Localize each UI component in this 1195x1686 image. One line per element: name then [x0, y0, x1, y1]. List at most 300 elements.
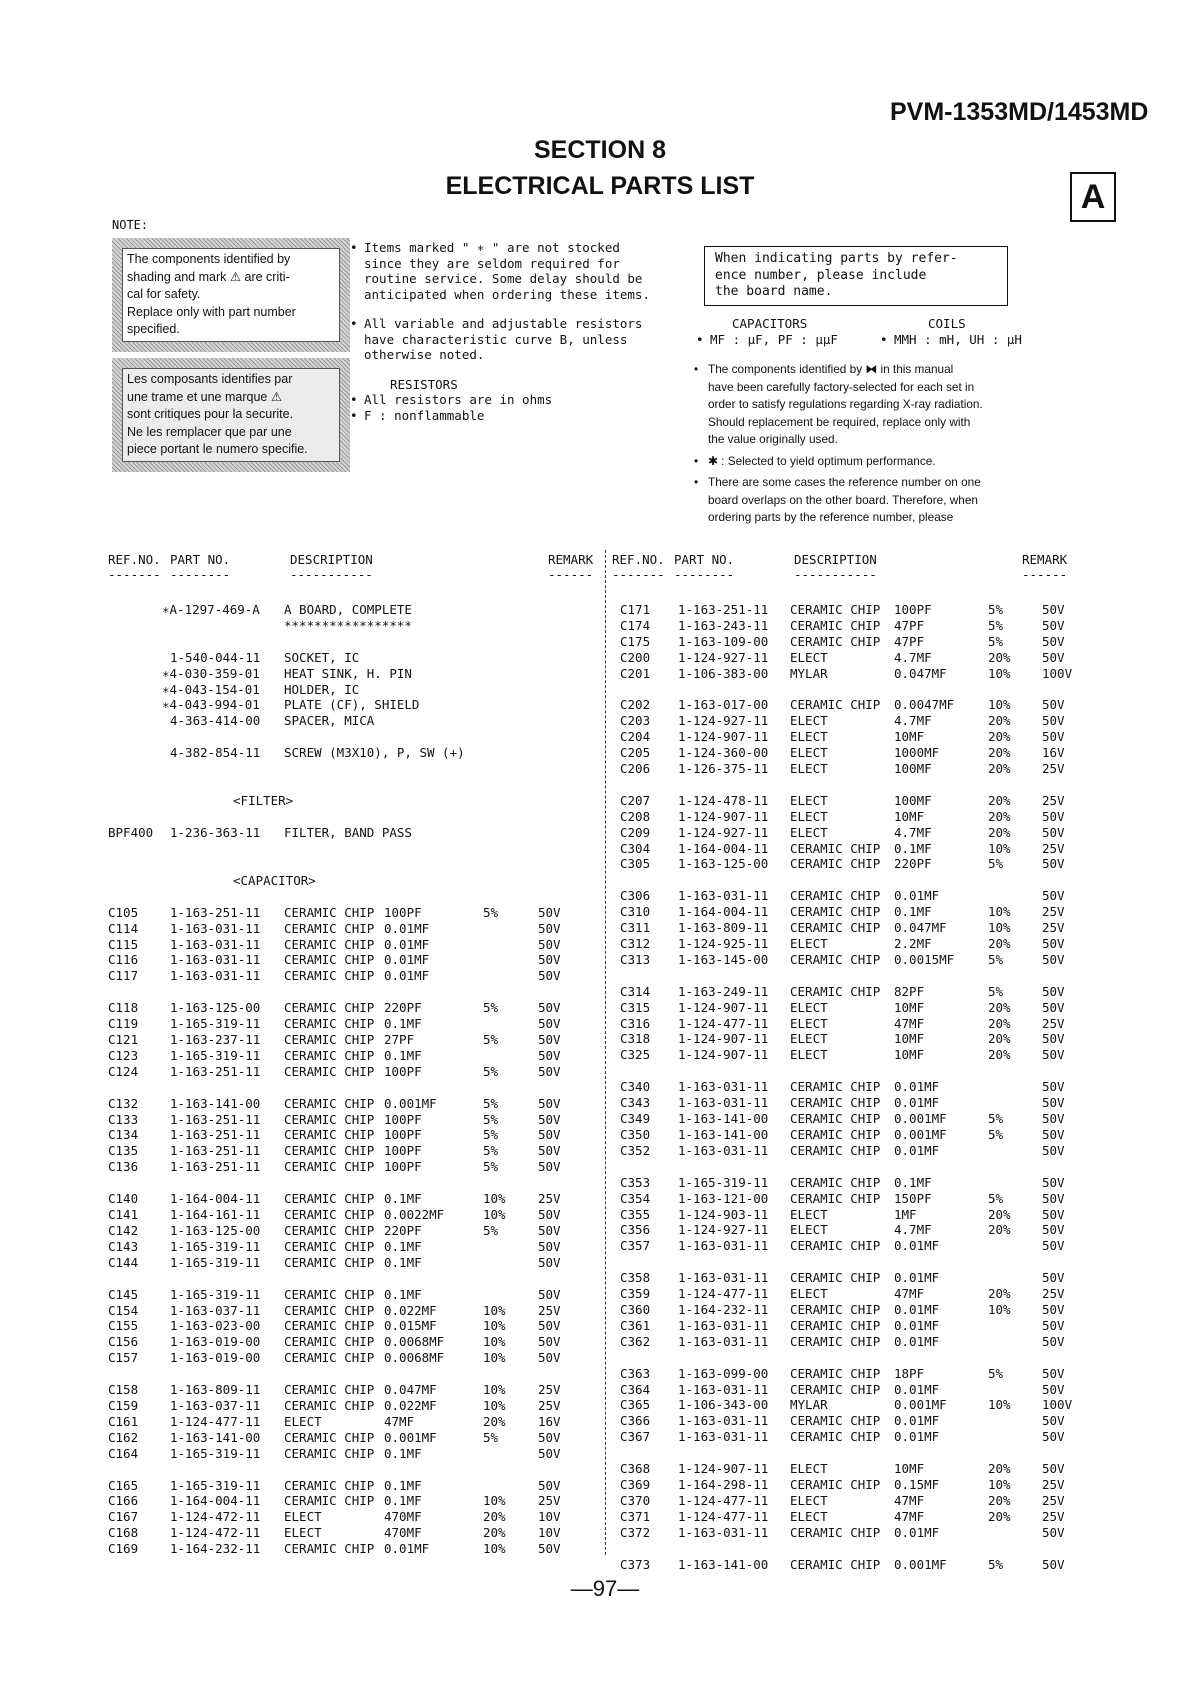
row-spacer: [612, 1254, 1082, 1270]
table-row: [108, 1127, 603, 1143]
table-row: [108, 937, 603, 953]
value: 0.01MF: [384, 936, 430, 952]
voltage: 50V: [1042, 1413, 1065, 1429]
voltage: 50V: [538, 1445, 561, 1461]
selected-note: ✱ : Selected to yield optimum performance.: [708, 453, 936, 468]
part-no: 1-163-121-00: [678, 1190, 769, 1206]
ref-no: C124: [108, 1063, 139, 1079]
table-row: [108, 1112, 603, 1128]
voltage: 25V: [538, 1493, 561, 1509]
description: ELECT: [790, 1508, 828, 1524]
part-no: 1-124-907-11: [678, 1461, 769, 1477]
part-no: 1-124-907-11: [678, 729, 769, 745]
description: CERAMIC CHIP: [284, 1111, 375, 1127]
tolerance: 20%: [988, 1508, 1011, 1524]
description: CERAMIC CHIP: [790, 1238, 881, 1254]
value: 2.2MF: [894, 936, 932, 952]
ref-no: C157: [108, 1350, 139, 1366]
value: 47MF: [894, 1286, 925, 1302]
col-ref-header: REF.NO.: [108, 552, 161, 567]
ref-no: C316: [620, 1015, 651, 1031]
value: 0.01MF: [894, 1333, 940, 1349]
part-no: 1-165-319-11: [170, 1286, 261, 1302]
part-no: 1-165-319-11: [170, 1477, 261, 1493]
value: 0.047MF: [894, 665, 947, 681]
note-line: have been carefully factory-selected for each set in: [708, 379, 975, 394]
value: 470MF: [384, 1509, 422, 1525]
value: 0.001MF: [384, 1095, 437, 1111]
tolerance: 10%: [988, 904, 1011, 920]
group-heading: [108, 873, 603, 889]
row-spacer: [612, 968, 1082, 984]
tolerance: 10%: [483, 1207, 506, 1223]
note-line: Items marked " ∗ " are not stocked: [364, 240, 620, 255]
ref-no: C202: [620, 697, 651, 713]
description: A BOARD, COMPLETE: [284, 602, 412, 617]
table-row: [612, 1047, 1082, 1063]
ref-no: C207: [620, 792, 651, 808]
value: 0.01MF: [894, 1079, 940, 1095]
voltage: 50V: [538, 1127, 561, 1143]
parts-table-right: [612, 552, 1082, 1572]
right-rows: [612, 586, 1082, 1572]
row-spacer: [108, 586, 603, 602]
value: 100PF: [384, 1143, 422, 1159]
ref-no: C353: [620, 1174, 651, 1190]
col-part-header: PART NO.: [170, 552, 231, 567]
capacitors-title: CAPACITORS: [732, 316, 808, 331]
description: ELECT: [284, 1525, 322, 1541]
table-row: [612, 825, 1082, 841]
row-spacer: [108, 634, 603, 650]
tolerance: 5%: [483, 1063, 499, 1079]
part-no: 1-124-477-11: [678, 1492, 769, 1508]
tolerance: 10%: [988, 1476, 1011, 1492]
table-row: [108, 825, 603, 841]
row-spacer: [612, 1445, 1082, 1461]
xray-note: • The components identified by ⧓ in this manual have been carefully factory-selected for each set in order to satisfy regulations regarding X-ray radiation. Should replacement be required, replace only with the value originally used.: [694, 362, 983, 446]
table-row: [108, 1143, 603, 1159]
description: CERAMIC CHIP: [790, 951, 881, 967]
table-row: [612, 1079, 1082, 1095]
table-row: [612, 856, 1082, 872]
description: CERAMIC CHIP: [790, 1301, 881, 1317]
row-spacer: [108, 1080, 603, 1096]
value: 100PF: [384, 1159, 422, 1175]
description: ELECT: [790, 1031, 828, 1047]
part-no: 1-124-478-11: [678, 792, 769, 808]
tolerance: 10%: [988, 665, 1011, 681]
description: ELECT: [790, 1206, 828, 1222]
voltage: 100V: [1042, 665, 1073, 681]
voltage: 50V: [1042, 617, 1065, 633]
row-spacer: [612, 586, 1082, 602]
ref-no: C141: [108, 1207, 139, 1223]
table-row: [612, 1207, 1082, 1223]
description: CERAMIC CHIP: [790, 617, 881, 633]
tolerance: 10%: [483, 1382, 506, 1398]
voltage: 50V: [538, 1159, 561, 1175]
description: SPACER, MICA: [284, 713, 375, 729]
tolerance: 5%: [988, 617, 1004, 633]
ref-no: C314: [620, 983, 651, 999]
description: ELECT: [790, 824, 828, 840]
tolerance: 5%: [988, 1556, 1004, 1572]
note-line: have characteristic curve B, unless: [364, 331, 628, 347]
part-no: 1-124-472-11: [170, 1525, 261, 1541]
row-spacer: [612, 1350, 1082, 1366]
description: ELECT: [790, 1461, 828, 1477]
description: CERAMIC CHIP: [284, 1222, 375, 1238]
description: CERAMIC CHIP: [284, 1143, 375, 1159]
part-no: 1-163-037-11: [170, 1397, 261, 1413]
table-row: [612, 650, 1082, 666]
tolerance: 20%: [988, 1222, 1011, 1238]
table-row: [612, 793, 1082, 809]
table-row: [612, 1302, 1082, 1318]
part-no: 1-163-243-11: [678, 617, 769, 633]
ref-no: C343: [620, 1095, 651, 1111]
value: 0.01MF: [894, 1095, 940, 1111]
ref-no: C366: [620, 1413, 651, 1429]
part-no: 1-124-477-11: [678, 1015, 769, 1031]
note-line: The components identified by ⧓ in this manual: [708, 362, 954, 376]
part-no: 1-163-251-11: [170, 1159, 261, 1175]
description: ELECT: [790, 713, 828, 729]
part-no: 1-165-319-11: [678, 1174, 769, 1190]
ref-no: C171: [620, 602, 651, 617]
table-row: [612, 713, 1082, 729]
note-line: ordering parts by the reference number, please: [708, 510, 954, 524]
part-no: 1-126-375-11: [678, 761, 769, 777]
part-no: ∗4-043-994-01: [162, 697, 260, 713]
value: 10MF: [894, 1461, 925, 1477]
note-line: board overlaps on the other board. Therefore, when: [708, 492, 978, 507]
variable-resistor-note: • All variable and adjustable resistors have characteristic curve B, unless otherwise noted.: [350, 316, 643, 362]
safety-note-french-text: [122, 368, 340, 462]
value: 4.7MF: [894, 1222, 932, 1238]
ref-no: C204: [620, 729, 651, 745]
description: CERAMIC CHIP: [284, 1445, 375, 1461]
note-line: When indicating parts by refer-: [715, 251, 958, 266]
tolerance: 5%: [988, 1190, 1004, 1206]
description: HOLDER, IC: [284, 681, 360, 697]
value: 47MF: [894, 1508, 925, 1524]
voltage: 50V: [1042, 1079, 1065, 1095]
voltage: 50V: [1042, 1365, 1065, 1381]
voltage: 50V: [1042, 1206, 1065, 1222]
part-no: 1-164-004-11: [678, 904, 769, 920]
voltage: 50V: [538, 920, 561, 936]
table-row: [612, 602, 1082, 618]
part-no: 1-124-907-11: [678, 1047, 769, 1063]
ref-no: C105: [108, 904, 139, 920]
voltage: 50V: [1042, 1333, 1065, 1349]
ref-no: C205: [620, 745, 651, 761]
description: SOCKET, IC: [284, 649, 360, 665]
note-line: Replace only with part number: [127, 304, 296, 319]
part-no: 1-124-907-11: [678, 999, 769, 1015]
voltage: 16V: [1042, 745, 1065, 761]
description: CERAMIC CHIP: [284, 1207, 375, 1223]
description: ELECT: [790, 999, 828, 1015]
table-row: [612, 952, 1082, 968]
part-no: 1-163-125-00: [678, 856, 769, 872]
ref-no: C368: [620, 1461, 651, 1477]
value: 0.1MF: [384, 1477, 422, 1493]
tolerance: 20%: [988, 729, 1011, 745]
voltage: 50V: [1042, 808, 1065, 824]
voltage: 50V: [1042, 1111, 1065, 1127]
table-row: [108, 1223, 603, 1239]
description: CERAMIC CHIP: [790, 983, 881, 999]
description: CERAMIC CHIP: [284, 1286, 375, 1302]
part-no: 1-164-232-11: [678, 1301, 769, 1317]
table-row: [108, 968, 603, 984]
table-row: [108, 1191, 603, 1207]
voltage: 50V: [1042, 936, 1065, 952]
value: 10MF: [894, 808, 925, 824]
tolerance: 20%: [988, 761, 1011, 777]
description: CERAMIC CHIP: [790, 840, 881, 856]
table-row: [108, 666, 603, 682]
table-row: [108, 1064, 603, 1080]
table-row: [612, 729, 1082, 745]
row-spacer: [108, 1462, 603, 1478]
table-row: [108, 697, 603, 713]
part-no: 1-165-319-11: [170, 1238, 261, 1254]
table-row: [612, 634, 1082, 650]
ref-no: C206: [620, 761, 651, 777]
part-no: 1-124-927-11: [678, 1222, 769, 1238]
row-spacer: [612, 872, 1082, 888]
col-ref-rule: -------: [612, 567, 665, 582]
part-no: 1-164-004-11: [678, 840, 769, 856]
description: CERAMIC CHIP: [790, 1270, 881, 1286]
left-rows: [108, 586, 603, 1557]
part-no: 1-163-251-11: [170, 1063, 261, 1079]
voltage: 50V: [1042, 1222, 1065, 1238]
part-no: 1-163-031-11: [678, 1381, 769, 1397]
description: CERAMIC CHIP: [790, 1095, 881, 1111]
description: *****************: [284, 617, 412, 633]
ref-no: BPF400: [108, 825, 154, 841]
voltage: 25V: [1042, 840, 1065, 856]
table-row: [612, 1557, 1082, 1573]
value: 82PF: [894, 983, 925, 999]
part-no: 1-124-360-00: [678, 745, 769, 761]
part-no: 1-106-343-00: [678, 1397, 769, 1413]
description: CERAMIC CHIP: [790, 1190, 881, 1206]
table-row: [108, 1048, 603, 1064]
value: 0.047MF: [384, 1382, 437, 1398]
ref-no: C140: [108, 1191, 139, 1207]
table-row: [612, 1318, 1082, 1334]
note-line: ence number, please include: [715, 267, 927, 283]
tolerance: 5%: [483, 1143, 499, 1159]
col-remark-header: REMARK: [548, 552, 594, 567]
description: HEAT SINK, H. PIN: [284, 665, 412, 681]
part-no: 1-163-237-11: [170, 1032, 261, 1048]
tolerance: 20%: [988, 1461, 1011, 1477]
ref-no: C363: [620, 1365, 651, 1381]
table-row: [612, 1175, 1082, 1191]
value: 4.7MF: [894, 713, 932, 729]
ref-no: C357: [620, 1238, 651, 1254]
part-no: 1-164-161-11: [170, 1207, 261, 1223]
ref-no: C349: [620, 1111, 651, 1127]
row-spacer: [612, 1541, 1082, 1557]
tolerance: 5%: [483, 1127, 499, 1143]
tolerance: 10%: [988, 920, 1011, 936]
ref-no: C116: [108, 952, 139, 968]
ref-no: C174: [620, 617, 651, 633]
table-header: [108, 552, 603, 586]
row-spacer: [612, 1159, 1082, 1175]
description: CERAMIC CHIP: [790, 1142, 881, 1158]
row-spacer: [108, 1271, 603, 1287]
voltage: 50V: [538, 1429, 561, 1445]
note-line: une trame et une marque ⚠: [127, 389, 283, 404]
table-row: [108, 713, 603, 729]
part-no: 1-163-249-11: [678, 983, 769, 999]
ref-no: C310: [620, 904, 651, 920]
description: CERAMIC CHIP: [284, 1302, 375, 1318]
part-no: 1-163-145-00: [678, 951, 769, 967]
voltage: 50V: [538, 1318, 561, 1334]
table-row: [612, 1095, 1082, 1111]
description: ELECT: [790, 936, 828, 952]
table-row: [108, 1398, 603, 1414]
ref-no: C117: [108, 968, 139, 984]
part-no: 1-124-925-11: [678, 936, 769, 952]
description: CERAMIC CHIP: [284, 1016, 375, 1032]
part-no: 1-163-031-11: [678, 1142, 769, 1158]
description: CERAMIC CHIP: [790, 904, 881, 920]
voltage: 50V: [538, 1541, 561, 1557]
ref-no: C136: [108, 1159, 139, 1175]
voltage: 50V: [1042, 1031, 1065, 1047]
table-row: [108, 1096, 603, 1112]
ref-no: C144: [108, 1254, 139, 1270]
row-spacer: [108, 729, 603, 745]
tolerance: 5%: [483, 1159, 499, 1175]
part-no: 1-124-927-11: [678, 824, 769, 840]
tolerance: 10%: [483, 1191, 506, 1207]
description: ELECT: [790, 649, 828, 665]
voltage: 50V: [538, 936, 561, 952]
value: 0.01MF: [384, 920, 430, 936]
value: 0.1MF: [894, 1174, 932, 1190]
table-row: [612, 1000, 1082, 1016]
value: 0.001MF: [894, 1111, 947, 1127]
description: CERAMIC CHIP: [284, 1254, 375, 1270]
value: 0.01MF: [894, 1238, 940, 1254]
ref-no: C304: [620, 840, 651, 856]
table-row: [108, 1239, 603, 1255]
value: 0.001MF: [384, 1429, 437, 1445]
description: CERAMIC CHIP: [284, 936, 375, 952]
description: CERAMIC CHIP: [790, 1111, 881, 1127]
part-no: 1-163-031-11: [170, 936, 261, 952]
part-no: 1-163-251-11: [678, 602, 769, 617]
tolerance: 5%: [483, 1222, 499, 1238]
ref-no: C318: [620, 1031, 651, 1047]
part-no: 1-163-031-11: [170, 920, 261, 936]
tolerance: 10%: [988, 697, 1011, 713]
ref-no: C372: [620, 1524, 651, 1540]
description: CERAMIC CHIP: [790, 1317, 881, 1333]
row-spacer: [108, 841, 603, 857]
part-no: 1-163-037-11: [170, 1302, 261, 1318]
description: SCREW (M3X10), P, SW (+): [284, 745, 465, 761]
description: ELECT: [790, 745, 828, 761]
table-row: [612, 1143, 1082, 1159]
value: 220PF: [894, 856, 932, 872]
value: 100PF: [384, 1127, 422, 1143]
table-row: [108, 1000, 603, 1016]
ref-no: C161: [108, 1413, 139, 1429]
value: 10MF: [894, 729, 925, 745]
ref-no: C133: [108, 1111, 139, 1127]
value: 10MF: [894, 1047, 925, 1063]
value: 0.015MF: [384, 1318, 437, 1334]
col-part-header: PART NO.: [674, 552, 735, 567]
part-no: 1-163-125-00: [170, 1222, 261, 1238]
value: 0.1MF: [384, 1254, 422, 1270]
ref-no: C167: [108, 1509, 139, 1525]
table-row: [108, 682, 603, 698]
tolerance: 10%: [988, 1301, 1011, 1317]
tolerance: 5%: [988, 633, 1004, 649]
voltage: 25V: [1042, 1492, 1065, 1508]
note-line: anticipated when ordering these items.: [364, 286, 650, 302]
ref-no: C373: [620, 1556, 651, 1572]
note-line: shading and mark ⚠ are criti-: [127, 269, 290, 284]
table-row: [612, 936, 1082, 952]
ref-no: C361: [620, 1317, 651, 1333]
voltage: 25V: [538, 1302, 561, 1318]
description: MYLAR: [790, 1397, 828, 1413]
part-no: 1-163-031-11: [678, 1079, 769, 1095]
table-row: [108, 745, 603, 761]
value: 27PF: [384, 1032, 415, 1048]
table-row: [612, 745, 1082, 761]
description: CERAMIC CHIP: [284, 904, 375, 920]
value: 100MF: [894, 792, 932, 808]
voltage: 25V: [1042, 761, 1065, 777]
value: 0.0022MF: [384, 1207, 445, 1223]
ref-no: C370: [620, 1492, 651, 1508]
ref-no: C162: [108, 1429, 139, 1445]
ref-no: C208: [620, 808, 651, 824]
tolerance: 20%: [988, 649, 1011, 665]
table-row: [108, 1032, 603, 1048]
description: CERAMIC CHIP: [790, 1365, 881, 1381]
description: CERAMIC CHIP: [790, 888, 881, 904]
ref-no: C315: [620, 999, 651, 1015]
tolerance: 5%: [483, 1095, 499, 1111]
note-line: specified.: [127, 322, 180, 336]
row-spacer: [108, 1366, 603, 1382]
value: 0.1MF: [384, 1047, 422, 1063]
xray-notes: • The components identified by ⧓ in this manual have been carefully factory-selected for each set in order to satisfy regulations regarding X-ray radiation. Should replacement be required, replace only with the value originally used. • ✱ : Selected to yield optimum performance. • There are some cases the reference number on one board overlaps on the other board. Therefore, when ordering parts by the reference number, please: [694, 361, 1046, 531]
description: CERAMIC CHIP: [790, 1079, 881, 1095]
voltage: 50V: [1042, 1524, 1065, 1540]
tolerance: 5%: [988, 1126, 1004, 1142]
safety-note-french: [112, 358, 350, 472]
value: 47PF: [894, 633, 925, 649]
